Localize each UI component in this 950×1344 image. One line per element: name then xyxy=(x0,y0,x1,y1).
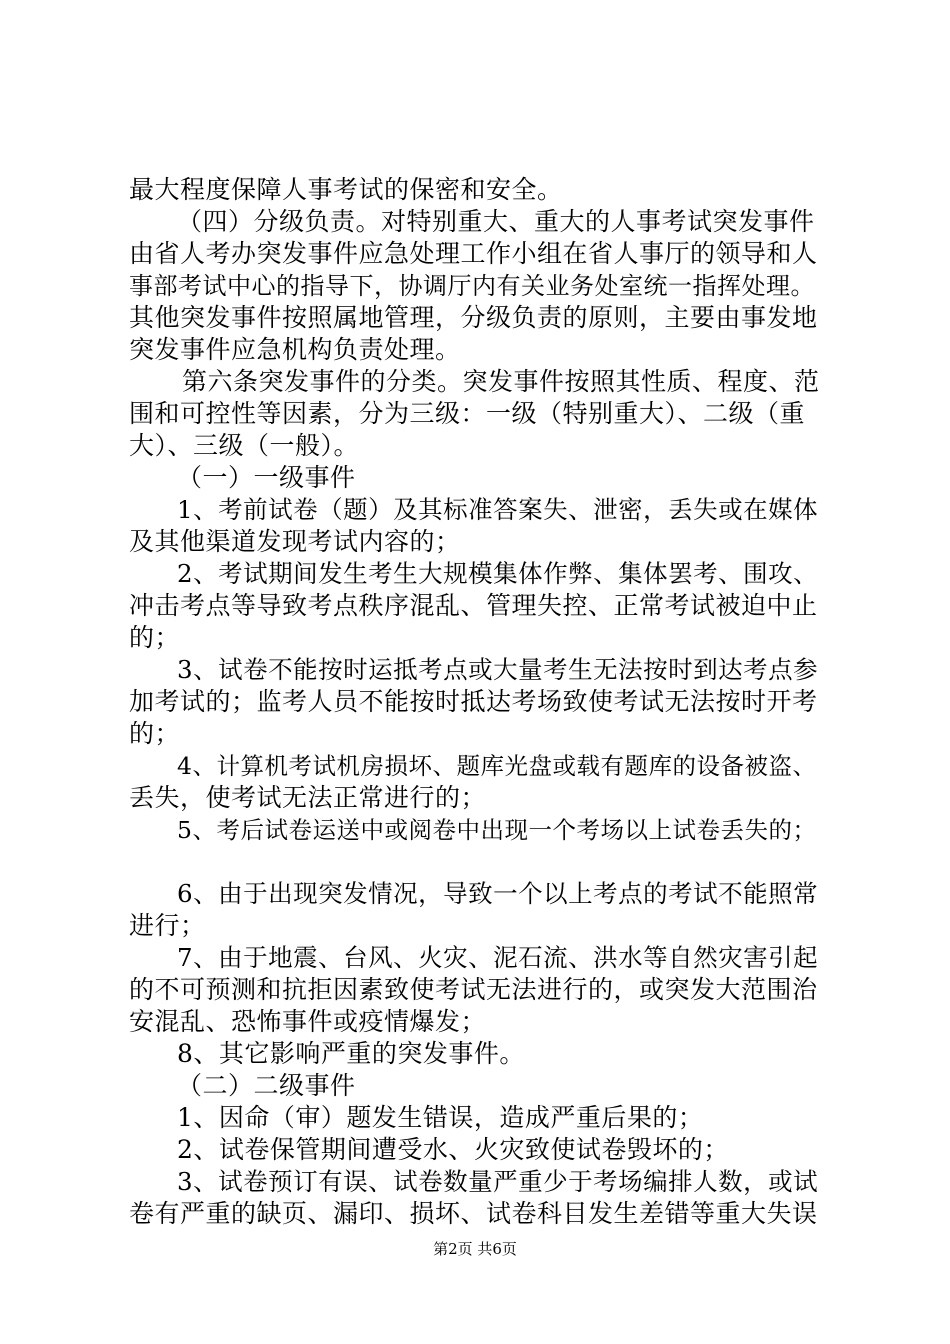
section-heading: （一）一级事件 xyxy=(177,463,356,492)
text-line: 其他突发事件按照属地管理，分级负责的原则，主要由事发地 xyxy=(129,303,818,332)
page-number-footer: 第2页 共6页 xyxy=(433,1240,517,1258)
text-line: 7、由于地震、台风、火灾、泥石流、洪水等自然灾害引起 xyxy=(177,943,819,972)
text-line: （四）分级负责。对特别重大、重大的人事考试突发事件 xyxy=(177,207,815,236)
text-line: 的； xyxy=(129,623,181,652)
text-line: 最大程度保障人事考试的保密和安全。 xyxy=(129,175,563,204)
text-line: 由省人考办突发事件应急处理工作小组在省人事厅的领导和人 xyxy=(129,239,818,268)
text-line: 2、试卷保管期间遭受水、火灾致使试卷毁坏的； xyxy=(177,1135,729,1164)
text-line: 突发事件应急机构负责处理。 xyxy=(129,335,461,364)
text-line: 6、由于出现突发情况，导致一个以上考点的考试不能照常 xyxy=(177,879,819,908)
text-line: 的不可预测和抗拒因素致使考试无法进行的，或突发大范围治 xyxy=(129,975,818,1004)
text-line: 4、计算机考试机房损坏、题库光盘或载有题库的设备被盗、 xyxy=(177,752,817,780)
text-line: 围和可控性等因素，分为三级：一级（特别重大）、二级（重 xyxy=(129,399,806,428)
text-line: 1、因命（审）题发生错误，造成严重后果的； xyxy=(177,1103,704,1132)
text-line: 3、试卷不能按时运抵考点或大量考生无法按时到达考点参 xyxy=(177,655,819,684)
text-line: 及其他渠道发现考试内容的； xyxy=(129,527,461,556)
text-line: 3、试卷预订有误、试卷数量严重少于考场编排人数，或试 xyxy=(177,1167,819,1196)
text-line: 丢失，使考试无法正常进行的； xyxy=(129,783,487,812)
text-line: 事部考试中心的指导下，协调厅内有关业务处室统一指挥处理。 xyxy=(129,272,815,300)
text-line: 5、考后试卷运送中或阅卷中出现一个考场以上试卷丢失的； xyxy=(177,816,817,844)
text-line: 1、考前试卷（题）及其标准答案失、泄密，丢失或在媒体 xyxy=(177,495,819,524)
text-line: 第六条突发事件的分类。突发事件按照其性质、程度、范 xyxy=(182,367,820,396)
text-line: 加考试的；监考人员不能按时抵达考场致使考试无法按时开考 xyxy=(129,687,818,716)
text-line: 2、考试期间发生考生大规模集体作弊、集体罢考、围攻、 xyxy=(177,559,819,588)
text-line: 安混乱、恐怖事件或疫情爆发； xyxy=(129,1007,487,1036)
section-heading: （二）二级事件 xyxy=(177,1071,356,1100)
text-line: 卷有严重的缺页、漏印、损坏、试卷科目发生差错等重大失误 xyxy=(129,1199,818,1228)
text-line: 8、其它影响严重的突发事件。 xyxy=(177,1039,525,1068)
text-line: 大）、三级（一般）。 xyxy=(129,431,360,460)
text-line: 的； xyxy=(129,719,181,748)
text-line: 进行； xyxy=(129,911,206,940)
text-line: 冲击考点等导致考点秩序混乱、管理失控、正常考试被迫中止 xyxy=(129,591,818,620)
